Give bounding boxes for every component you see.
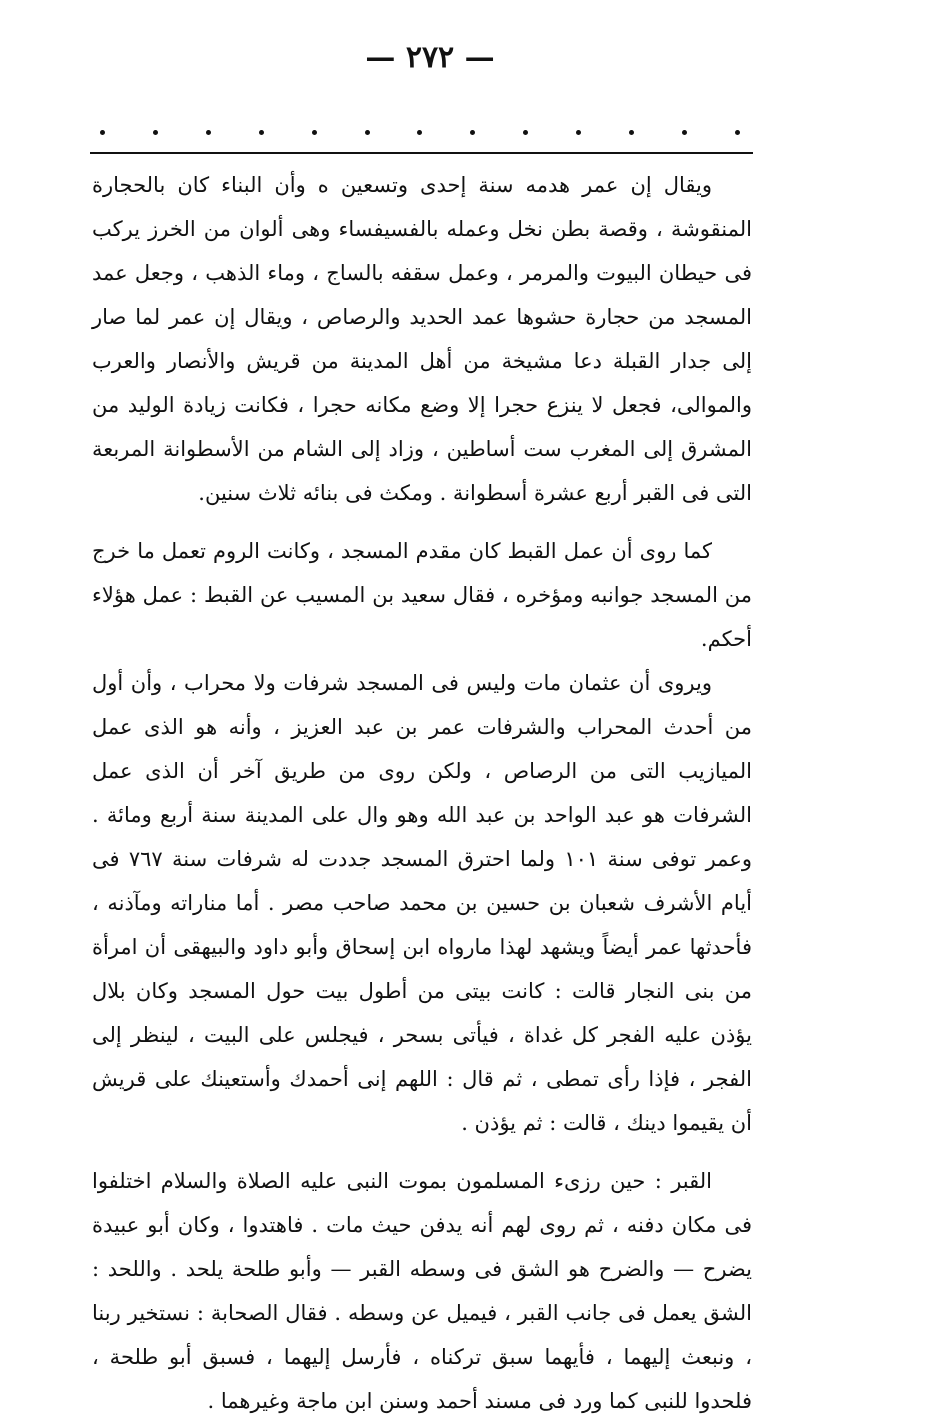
separator-dots xyxy=(100,112,740,152)
separator-dot xyxy=(417,130,422,135)
paragraph: كما روى أن عمل القبط كان مقدم المسجد ، وكانت الروم تعمل ما خرج من المسجد جوانبه ومؤخره ، فقال سعيد بن المسيب عن القبط : عمل هؤلاء أحكم. xyxy=(92,539,752,651)
header-rule xyxy=(90,152,753,154)
paragraph: ويروى أن عثمان مات وليس فى المسجد شرفات ولا محراب ، وأن أول من أحدث المحراب والشرفات عمر بن عبد العزيز ، وأنه هو الذى عمل الميازيب التى من الرصاص ، ولكن روى من طريق آخر أن الذى عمل الشرفات هو عبد الواحد بن عبد الله وهو وال على المدينة سنة أربع ومائة . وعمر توفى سنة ١٠١ ولما احترق المسجد جددت له شرفات سنة ٧٦٧ فى أيام الأشرف شعبان بن حسين بن محمد صاحب مصر . أما مناراته ومآذنه ، فأحدثها عمر أيضاً ويشهد لهذا مارواه ابن إسحاق وأبو داود والبيهقى أن امرأة من بنى النجار قالت : كانت بيتى من أطول بيت حول المسجد وكان بلال يؤذن عليه الفجر كل غداة ، فيأتى بسحر ، فيجلس على البيت ، لينظر إلى الفجر ، فإذا رأى تمطى ، ثم قال : اللهم إنى أحمدك وأستعينك على قريش أن يقيموا دينك ، قالت : ثم يؤذن . xyxy=(92,671,752,1135)
separator-dot xyxy=(153,130,158,135)
separator-dot xyxy=(259,130,264,135)
separator-dot xyxy=(523,130,528,135)
separator-dot xyxy=(629,130,634,135)
separator-dot xyxy=(100,130,105,135)
separator-dot xyxy=(365,130,370,135)
separator-dot xyxy=(312,130,317,135)
page-number: — ٢٧٢ — xyxy=(365,40,495,75)
separator-dot xyxy=(735,130,740,135)
separator-dot xyxy=(682,130,687,135)
paragraph: القبر : حين رزىء المسلمون بموت النبى عليه الصلاة والسلام اختلفوا فى مكان دفنه ، ثم روى لهم أنه يدفن حيث مات . فاهتدوا ، وكان أبو عبيدة يضرح — والضرح هو الشق فى وسطه القبر — وأبو طلحة يلحد . واللحد : الشق يعمل فى جانب القبر ، فيميل عن وسطه . فقال الصحابة : نستخير ربنا ، ونبعث إليهما ، فأيهما سبق تركناه ، فأرسل إليهما ، فسبق أبو طلحة ، فلحدوا للنبى كما ورد فى مسند أحمد وسنن ابن ماجة وغيرهما . xyxy=(92,1169,752,1413)
paragraph: ويقال إن عمر هدمه سنة إحدى وتسعين ه وأن البناء كان بالحجارة المنقوشة ، وقصة بطن نخل وعمله بالفسيفساء وهى ألوان من الخرز يركب فى حيطان البيوت والمرمر ، وعمل سقفه بالساج ، وماء الذهب ، وجعل عمد المسجد من حجارة حشوها عمد الحديد والرصاص ، ويقال إن عمر لما صار إلى جدار القبلة دعا مشيخة من أهل المدينة من قريش والأنصار والعرب والموالى، فجعل لا ينزع حجرا إلا وضع مكانه حجرا ، فكانت زيادة الوليد من المشرق إلى المغرب ست أساطين ، وزاد إلى الشام من الأسطوانة المربعة التى فى القبر أربع عشرة أسطوانة . ومكث فى بنائه ثلاث سنين. xyxy=(92,173,752,505)
body-text xyxy=(92,163,752,1423)
separator-dot xyxy=(576,130,581,135)
separator-dot xyxy=(470,130,475,135)
separator-dot xyxy=(206,130,211,135)
